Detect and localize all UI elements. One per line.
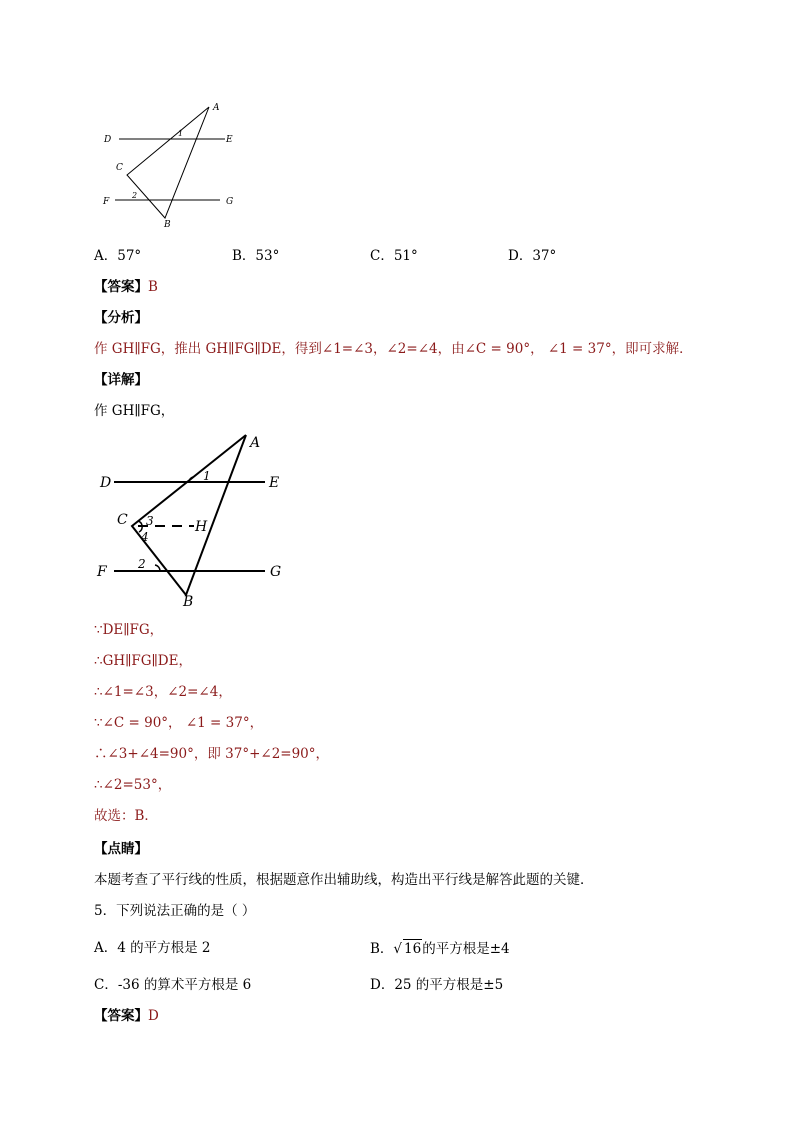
label-e: E — [269, 475, 280, 491]
q5-option-b — [370, 939, 510, 958]
answer-value: B — [148, 279, 158, 295]
q5-option-b-prefix: B． — [370, 941, 394, 957]
label-d: D — [100, 475, 112, 491]
step-3: ∴∠1=∠3，∠2=∠4， — [94, 684, 232, 700]
triangle-acb — [127, 107, 209, 218]
comment-text: 本题考查了平行线的性质，根据题意作出辅助线，构造出平行线是解答此题的关键． — [94, 872, 594, 888]
label-1: 1 — [178, 129, 184, 138]
label-g: G — [226, 197, 234, 207]
option-c: C．51° — [370, 248, 418, 264]
comment-tag: 【点睛】 — [94, 841, 148, 857]
q5-answer-line — [94, 1007, 159, 1025]
option-a: A．57° — [94, 248, 142, 264]
label-d: D — [104, 135, 112, 145]
label-f: F — [97, 564, 107, 580]
label-2: 2 — [138, 557, 146, 571]
label-a: A — [213, 103, 220, 113]
analysis-text: 作 GH∥FG，推出 GH∥FG∥DE，得到∠1=∠3，∠2=∠4，由∠C = 90°， ∠1 = 37°，即可求解． — [94, 341, 693, 357]
label-h: H — [195, 519, 208, 535]
label-b: B — [183, 594, 194, 610]
q5-answer-value: D — [148, 1008, 159, 1024]
step-6: ∴∠2=53°， — [94, 777, 172, 793]
label-3: 3 — [146, 514, 154, 528]
q5-option-c: C．-36 的算术平方根是 6 — [94, 977, 252, 993]
q5-option-d: D．25 的平方根是±5 — [370, 977, 504, 993]
analysis-tag: 【分析】 — [94, 310, 148, 326]
label-e: E — [226, 135, 233, 145]
q5-answer-tag: 【答案】 — [94, 1008, 148, 1024]
step-4: ∵∠C = 90°， ∠1 = 37°， — [94, 715, 264, 731]
q5-option-a: A．4 的平方根是 2 — [94, 940, 211, 956]
sqrt-sign: √ — [393, 941, 403, 957]
label-f: F — [103, 197, 110, 207]
label-a: A — [250, 435, 261, 451]
figure-triangle-parallel-lines — [95, 100, 245, 230]
sqrt-radicand: 16 — [404, 941, 422, 957]
label-1: 1 — [203, 469, 211, 483]
option-d: D．37° — [508, 248, 557, 264]
label-g: G — [270, 564, 282, 580]
label-2: 2 — [132, 191, 138, 200]
label-c: C — [116, 163, 123, 173]
step-7: 故选：B． — [94, 808, 158, 824]
q5-option-b-suffix: 的平方根是±4 — [422, 941, 510, 957]
label-c: C — [117, 512, 128, 528]
detail-intro: 作 GH∥FG， — [94, 403, 175, 419]
label-4: 4 — [141, 530, 149, 544]
q5-stem: 5．下列说法正确的是（ ） — [94, 903, 256, 919]
answer-line — [94, 278, 158, 296]
step-5: ∴∠3+∠4=90°，即 37°+∠2=90°， — [94, 746, 330, 762]
label-b: B — [164, 220, 171, 230]
answer-tag: 【答案】 — [94, 279, 148, 295]
option-b: B．53° — [232, 248, 280, 264]
detail-tag: 【详解】 — [94, 372, 148, 388]
figure-auxiliary-line — [90, 425, 290, 610]
step-2: ∴GH∥FG∥DE， — [94, 653, 192, 669]
step-1: ∵DE∥FG， — [94, 622, 164, 638]
